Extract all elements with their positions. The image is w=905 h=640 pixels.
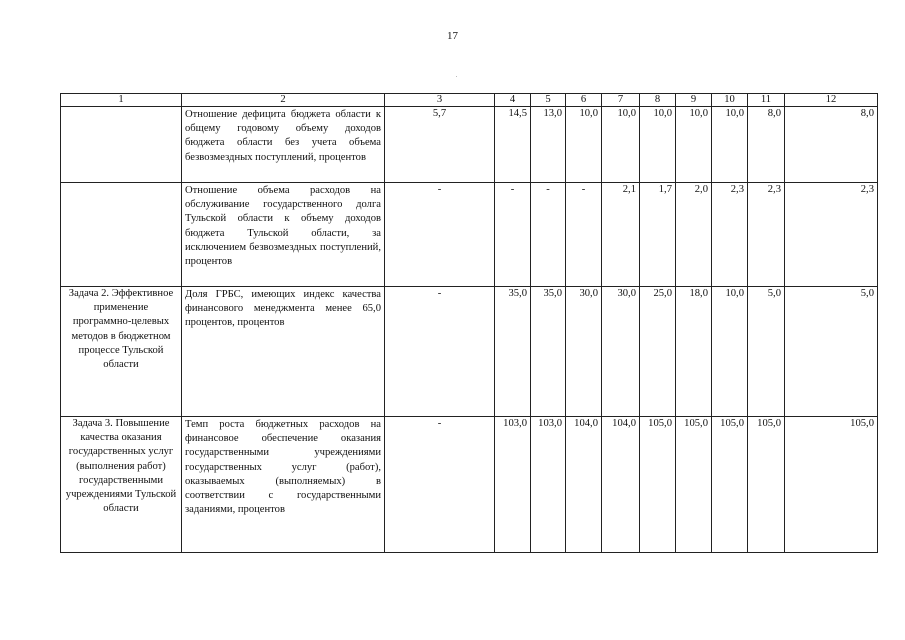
value-cell: 8,0: [748, 107, 785, 183]
header-cell: 1: [61, 94, 182, 107]
value-cell: 30,0: [602, 287, 640, 417]
value-cell: 105,0: [748, 417, 785, 553]
value-cell: 103,0: [531, 417, 566, 553]
value-cell: -: [566, 183, 602, 287]
value-cell: 103,0: [495, 417, 531, 553]
indicator-cell: Доля ГРБС, имеющих индекс качества финансового менеджмента менее 65,0 процентов, процентов: [182, 287, 385, 417]
indicator-cell: Отношение объема расходов на обслуживание государственного долга Тульской области к объему доходов бюджета Тульской области, за исключением безвозмездных поступлений, процентов: [182, 183, 385, 287]
task-cell: Задача 3. Повышение качества оказания государственных услуг (выполнения работ) государственными учреждениями Тульской области: [61, 417, 182, 553]
header-cell: 3: [385, 94, 495, 107]
value-cell: 13,0: [531, 107, 566, 183]
table-row: [61, 183, 878, 287]
value-cell: 105,0: [785, 417, 878, 553]
value-cell: -: [531, 183, 566, 287]
value-cell: 35,0: [531, 287, 566, 417]
header-cell: 11: [748, 94, 785, 107]
table-row: [61, 107, 878, 183]
header-cell: 5: [531, 94, 566, 107]
header-cell: 6: [566, 94, 602, 107]
value-cell: 10,0: [712, 107, 748, 183]
header-cell: 8: [640, 94, 676, 107]
header-cell: 4: [495, 94, 531, 107]
task-cell: Задача 2. Эффективное применение программно-целевых методов в бюджетном процессе Тульской области: [61, 287, 182, 417]
value-cell: 10,0: [712, 287, 748, 417]
value-cell: 104,0: [566, 417, 602, 553]
value-cell: 5,7: [385, 107, 495, 183]
value-cell: 10,0: [566, 107, 602, 183]
table-row: [61, 287, 878, 417]
table-row: [61, 417, 878, 553]
header-cell: 10: [712, 94, 748, 107]
value-cell: 14,5: [495, 107, 531, 183]
value-cell: 2,3: [712, 183, 748, 287]
value-cell: 10,0: [676, 107, 712, 183]
value-cell: 8,0: [785, 107, 878, 183]
header-cell: 9: [676, 94, 712, 107]
value-cell: 5,0: [748, 287, 785, 417]
value-cell: 2,3: [785, 183, 878, 287]
page-number: 17: [447, 30, 458, 42]
value-cell: 105,0: [712, 417, 748, 553]
header-cell: 12: [785, 94, 878, 107]
value-cell: 1,7: [640, 183, 676, 287]
value-cell: 2,3: [748, 183, 785, 287]
indicator-cell: Отношение дефицита бюджета области к общему годовому объему доходов бюджета области без учета объема безвозмездных поступлений, процентов: [182, 107, 385, 183]
value-cell: 35,0: [495, 287, 531, 417]
header-row: [61, 94, 878, 107]
task-cell: [61, 183, 182, 287]
value-cell: 105,0: [676, 417, 712, 553]
value-cell: -: [495, 183, 531, 287]
value-cell: 18,0: [676, 287, 712, 417]
value-cell: 2,0: [676, 183, 712, 287]
value-cell: 105,0: [640, 417, 676, 553]
value-cell: -: [385, 287, 495, 417]
value-cell: 25,0: [640, 287, 676, 417]
header-cell: 7: [602, 94, 640, 107]
value-cell: 30,0: [566, 287, 602, 417]
value-cell: -: [385, 417, 495, 553]
value-cell: -: [385, 183, 495, 287]
value-cell: 2,1: [602, 183, 640, 287]
value-cell: 10,0: [602, 107, 640, 183]
indicators-table: [60, 93, 878, 553]
task-cell: [61, 107, 182, 183]
scan-speck: [456, 76, 457, 77]
value-cell: 10,0: [640, 107, 676, 183]
value-cell: 5,0: [785, 287, 878, 417]
indicator-cell: Темп роста бюджетных расходов на финансовое обеспечение оказания государственными учреждениями государственных услуг (работ), оказываемых (выполняемых) в соответствии с государственными заданиями, процентов: [182, 417, 385, 553]
value-cell: 104,0: [602, 417, 640, 553]
header-cell: 2: [182, 94, 385, 107]
